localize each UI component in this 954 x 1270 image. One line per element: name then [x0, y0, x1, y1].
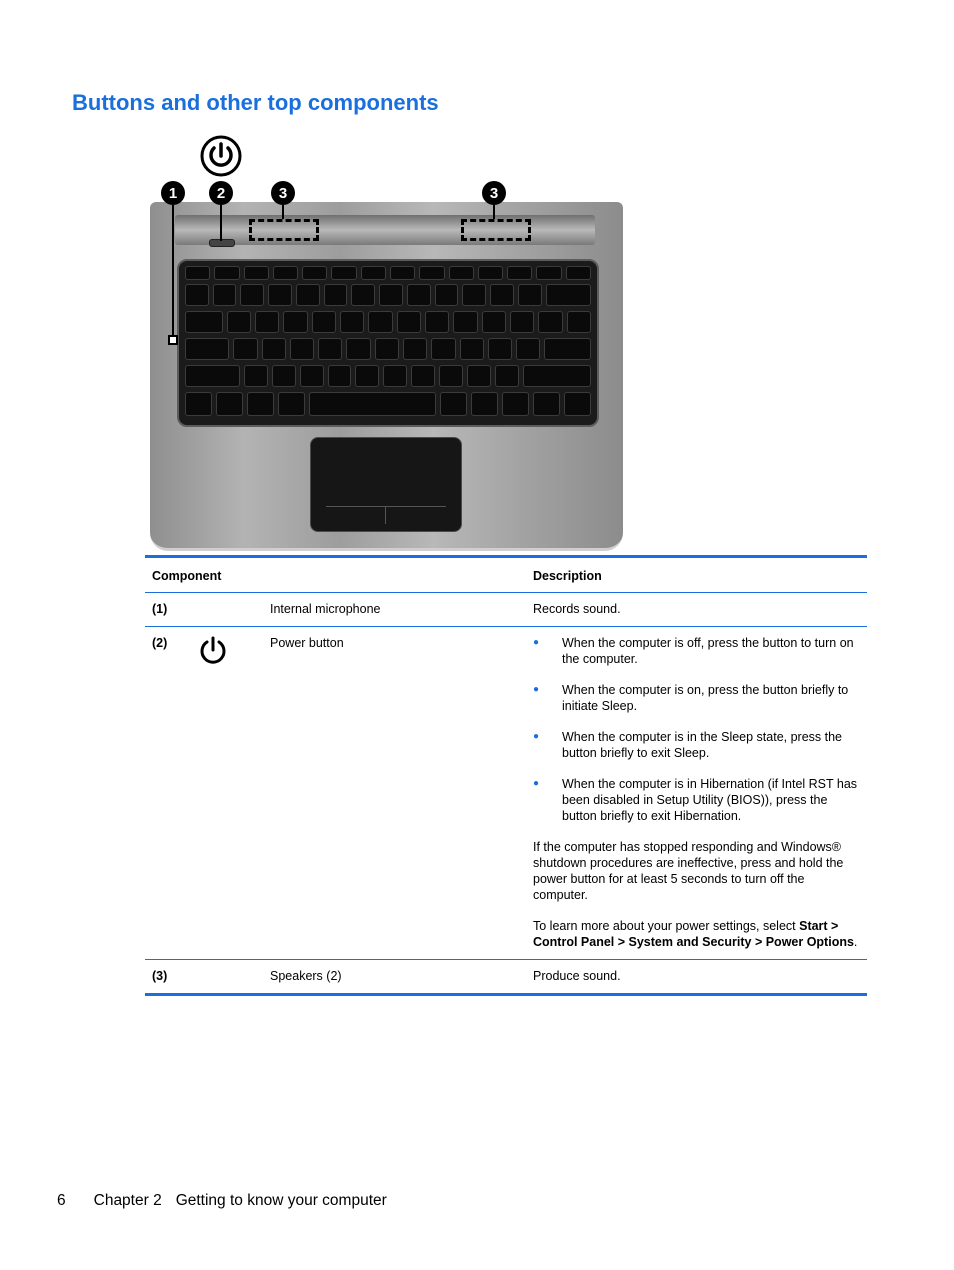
row-number: (1): [145, 593, 188, 627]
table-header-row: [145, 557, 867, 593]
list-item: ● When the computer is in Hibernation (if Intel RST has been disabled in Setup Utility (BIOS)), press the button briefly to exit Hibernation.: [533, 776, 861, 824]
bullet-list: [533, 635, 861, 824]
component-name: Power button: [263, 627, 526, 960]
power-icon: [200, 135, 242, 177]
header-component: Component: [145, 557, 526, 593]
hinge: [175, 215, 595, 245]
table-row: [145, 593, 867, 627]
callout-1: 1: [161, 181, 185, 205]
component-description: Records sound.: [526, 593, 867, 627]
menu-path: Start > Control Panel > System and Security > Power Options: [533, 919, 854, 949]
page-title: Buttons and other top components: [72, 90, 439, 115]
component-name: Internal microphone: [263, 593, 526, 627]
speaker-area-left: [249, 219, 319, 241]
power-settings-note: To learn more about your power settings, select Start > Control Panel > System and Security > Power Options.: [533, 919, 858, 949]
component-description: [526, 627, 867, 960]
table-row: [145, 627, 867, 960]
callout-2: 2: [209, 181, 233, 205]
component-name: Speakers (2): [263, 960, 526, 995]
table-row: [145, 960, 867, 995]
speaker-area-right: [461, 219, 531, 241]
chapter-title: Getting to know your computer: [175, 1192, 387, 1209]
chapter-label: Chapter 2: [93, 1192, 162, 1209]
callout-3-right: 3: [482, 181, 506, 205]
power-icon: [198, 635, 228, 665]
power-button-graphic: [209, 239, 235, 247]
callout-3-left: 3: [271, 181, 295, 205]
touchpad-graphic: [310, 437, 462, 532]
component-description: Produce sound.: [526, 960, 867, 995]
list-item: ● When the computer is on, press the button briefly to initiate Sleep.: [533, 682, 861, 714]
row-number: (2): [145, 627, 188, 960]
component-table: [145, 555, 867, 996]
page-footer: [57, 1192, 387, 1210]
keyboard-graphic: [177, 259, 599, 427]
page-number: 6: [57, 1192, 66, 1209]
laptop-top-figure: [145, 135, 630, 553]
shutdown-note: If the computer has stopped responding and Windows® shutdown procedures are ineffective, press and hold the power button for at least 5 seconds to turn off the computer.: [533, 840, 844, 902]
list-item: ● When the computer is off, press the button to turn on the computer.: [533, 635, 861, 667]
list-item: ● When the computer is in the Sleep state, press the button briefly to exit Sleep.: [533, 729, 861, 761]
row-number: (3): [145, 960, 188, 995]
header-description: Description: [526, 557, 867, 593]
